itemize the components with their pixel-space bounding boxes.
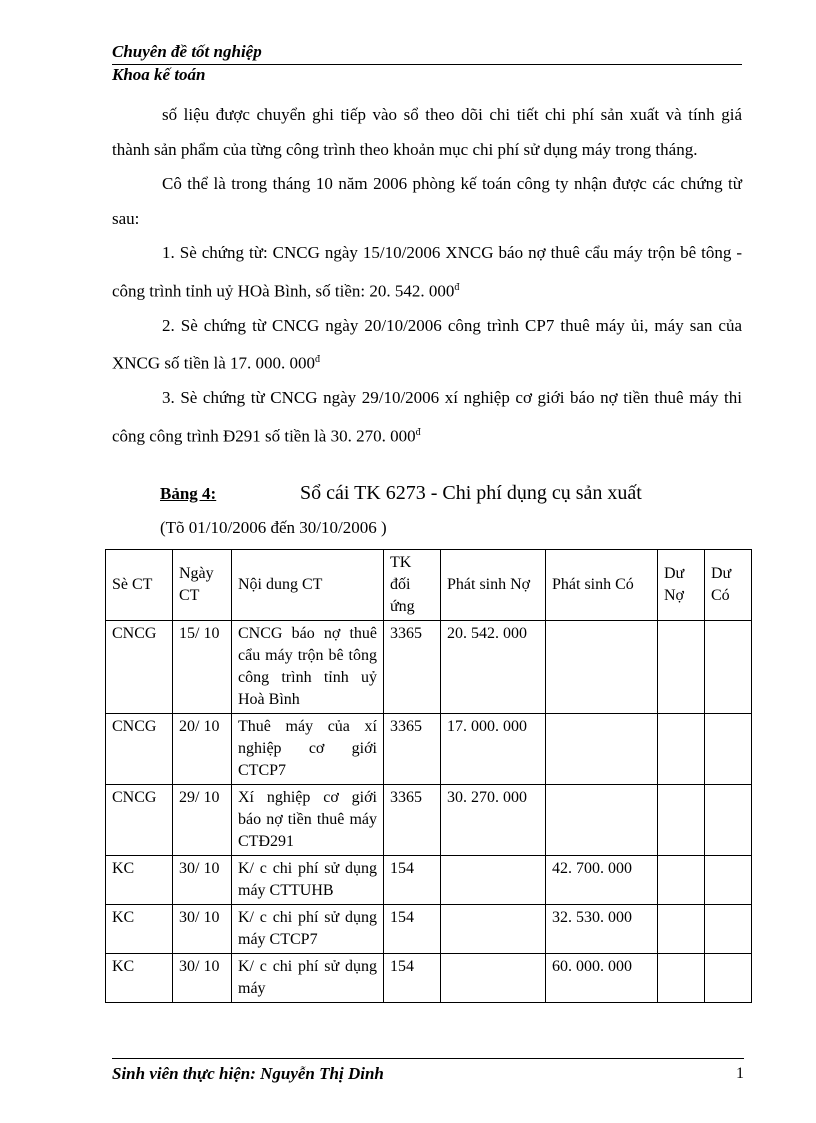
cell-so-ct: KC <box>106 905 173 954</box>
cell-so-ct: CNCG <box>106 621 173 714</box>
cell-tk: 154 <box>384 905 441 954</box>
header-cell: Phát sinh Nợ <box>441 550 546 621</box>
table-period: (Tõ 01/10/2006 đến 30/10/2006 ) <box>160 518 387 537</box>
paragraph-2: Cô thể là trong tháng 10 năm 2006 phòng kế toán công ty nhận được các chứng từ sau: <box>112 174 742 228</box>
cell-du-no <box>658 856 705 905</box>
cell-ps-co: 60. 000. 000 <box>546 954 658 1003</box>
cell-tk: 3365 <box>384 714 441 785</box>
cell-tk: 3365 <box>384 621 441 714</box>
author-line: Sinh viên thực hiện: Nguyễn Thị Dinh <box>112 1064 384 1083</box>
cell-tk: 3365 <box>384 785 441 856</box>
cell-noi-dung: K/ c chi phí sử dụng máy CTCP7 <box>232 905 384 954</box>
cell-du-no <box>658 714 705 785</box>
cell-ngay-ct: 30/ 10 <box>173 905 232 954</box>
table-row <box>106 714 752 785</box>
paragraph-4: 2. Sè chứng từ CNCG ngày 20/10/2006 công trình CP7 thuê máy ủi, máy san của XNCG số tiền là 17. 000. $000^đ$ <box>112 315 742 373</box>
table-header-row <box>106 550 752 621</box>
header-cell: Sè CT <box>106 550 173 621</box>
cell-ps-no: 17. 000. 000 <box>441 714 546 785</box>
table-row <box>106 905 752 954</box>
cell-ps-co <box>546 714 658 785</box>
cell-ps-co: 32. 530. 000 <box>546 905 658 954</box>
cell-ps-co <box>546 785 658 856</box>
cell-tk: 154 <box>384 856 441 905</box>
cell-so-ct: CNCG <box>106 714 173 785</box>
cell-du-no <box>658 621 705 714</box>
cell-du-no <box>658 785 705 856</box>
cell-ps-co <box>546 621 658 714</box>
cell-ngay-ct: 30/ 10 <box>173 856 232 905</box>
cell-noi-dung: K/ c chi phí sử dụng máy <box>232 954 384 1003</box>
cell-du-no <box>658 954 705 1003</box>
cell-ps-no <box>441 856 546 905</box>
cell-ngay-ct: 20/ 10 <box>173 714 232 785</box>
thesis-title: Chuyên đề tốt nghiệp <box>112 41 742 65</box>
cell-ngay-ct: 29/ 10 <box>173 785 232 856</box>
header-cell: Dư Nợ <box>658 550 705 621</box>
cell-du-no <box>658 905 705 954</box>
header-cell: Phát sinh Có <box>546 550 658 621</box>
paragraph-3: 1. Sè chứng từ: CNCG ngày 15/10/2006 XNCG báo nợ thuê cẩu máy trộn bê tông - công trình tỉnh uỷ HOà Bình, số tiền: 20. 542. $000^đ$ <box>112 243 742 301</box>
cell-ps-no: 20. 542. 000 <box>441 621 546 714</box>
cell-noi-dung: CNCG báo nợ thuê cẩu máy trộn bê tông công trình tỉnh uỷ Hoà Bình <box>232 621 384 714</box>
paragraph-5: 3. Sè chứng từ CNCG ngày 29/10/2006 xí nghiệp cơ giới báo nợ tiền thuê máy thi công công trình Đ291 số tiền là 30. 270. $000^đ$ <box>112 388 742 446</box>
table-title <box>160 480 740 507</box>
faculty-name: Khoa kế toán <box>112 65 206 84</box>
cell-du-co <box>705 785 752 856</box>
ledger-table <box>105 549 752 1003</box>
table-title-text: Sổ cái TK 6273 - Chi phí dụng cụ sản xuất <box>300 482 642 504</box>
cell-ps-no: 30. 270. 000 <box>441 785 546 856</box>
cell-noi-dung: Xí nghiệp cơ giới báo nợ tiền thuê máy CTĐ291 <box>232 785 384 856</box>
table-row <box>106 785 752 856</box>
cell-du-co <box>705 905 752 954</box>
header-cell: Nội dung CT <box>232 550 384 621</box>
page-number: 1 <box>736 1065 744 1082</box>
header-cell: Dư Có <box>705 550 752 621</box>
paragraph-1: số liệu được chuyển ghi tiếp vào sổ theo dõi chi tiết chi phí sản xuất và tính giá thành sản phẩm của từng công trình theo khoản mục chi phí sử dụng máy trong tháng. <box>112 105 742 159</box>
cell-du-co <box>705 621 752 714</box>
table-row <box>106 954 752 1003</box>
currency-mark: đ <box>415 426 421 438</box>
header-cell: Ngày CT <box>173 550 232 621</box>
cell-so-ct: KC <box>106 954 173 1003</box>
cell-du-co <box>705 714 752 785</box>
cell-noi-dung: K/ c chi phí sử dụng máy CTTUHB <box>232 856 384 905</box>
cell-ngay-ct: 30/ 10 <box>173 954 232 1003</box>
cell-ps-co: 42. 700. 000 <box>546 856 658 905</box>
body-text <box>112 98 742 454</box>
currency-mark: đ <box>315 354 321 366</box>
cell-so-ct: KC <box>106 856 173 905</box>
cell-ngay-ct: 15/ 10 <box>173 621 232 714</box>
cell-du-co <box>705 954 752 1003</box>
cell-du-co <box>705 856 752 905</box>
table-row <box>106 621 752 714</box>
cell-so-ct: CNCG <box>106 785 173 856</box>
cell-ps-no <box>441 954 546 1003</box>
cell-tk: 154 <box>384 954 441 1003</box>
page-header <box>112 41 742 85</box>
currency-mark: đ <box>454 281 460 293</box>
page-footer <box>112 1058 744 1085</box>
table-label: Bảng 4: <box>160 484 217 503</box>
cell-noi-dung: Thuê máy của xí nghiệp cơ giới CTCP7 <box>232 714 384 785</box>
header-cell: TK đối ứng <box>384 550 441 621</box>
table-row <box>106 856 752 905</box>
cell-ps-no <box>441 905 546 954</box>
